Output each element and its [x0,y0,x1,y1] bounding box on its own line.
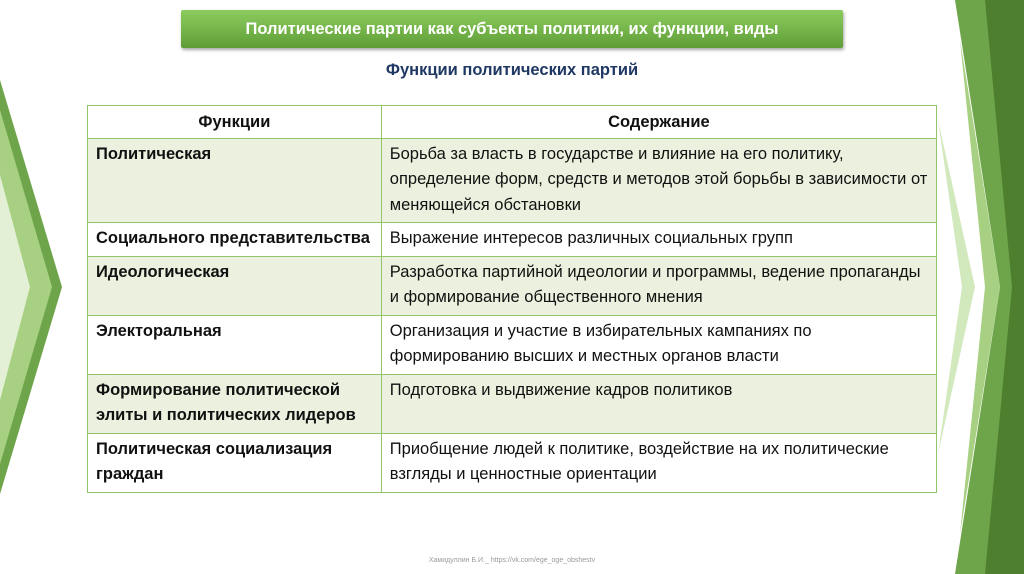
slide-title: Политические партии как субъекты политики, их функции, виды [245,19,779,38]
function-name: Политическая социализация граждан [88,433,382,492]
function-name: Формирование политической элиты и политических лидеров [88,374,382,433]
table-row [88,433,937,492]
table-header-row [88,106,937,139]
column-header-functions: Функции [88,106,382,139]
functions-table [87,105,937,493]
footer-credit: Хамидуллин Б.И._ https://vk.com/ege_oge_obshestv [428,557,596,564]
function-content: Выражение интересов различных социальных групп [381,223,936,257]
function-name: Идеологическая [88,256,382,315]
function-name: Политическая [88,138,382,223]
function-content: Разработка партийной идеологии и программы, ведение пропаганды и формирование общественного мнения [381,256,936,315]
function-name: Электоральная [88,315,382,374]
table-row [88,256,937,315]
function-content: Борьба за власть в государстве и влияние на его политику, определение форм, средств и методов этой борьбы в зависимости от меняющейся обстановки [381,138,936,223]
table-row [88,223,937,257]
right-chevron-pale [938,120,975,454]
function-content: Подготовка и выдвижение кадров политиков [381,374,936,433]
slide-subtitle: Функции политических партий [385,61,639,79]
table-row [88,315,937,374]
function-content: Организация и участие в избирательных кампаниях по формированию высших и местных органов власти [381,315,936,374]
function-name: Социального представительства [88,223,382,257]
slide-title-bar [181,10,843,48]
table-row [88,138,937,223]
column-header-content: Содержание [381,106,936,139]
table-row [88,374,937,433]
function-content: Приобщение людей к политике, воздействие на их политические взгляды и ценностные ориентации [381,433,936,492]
